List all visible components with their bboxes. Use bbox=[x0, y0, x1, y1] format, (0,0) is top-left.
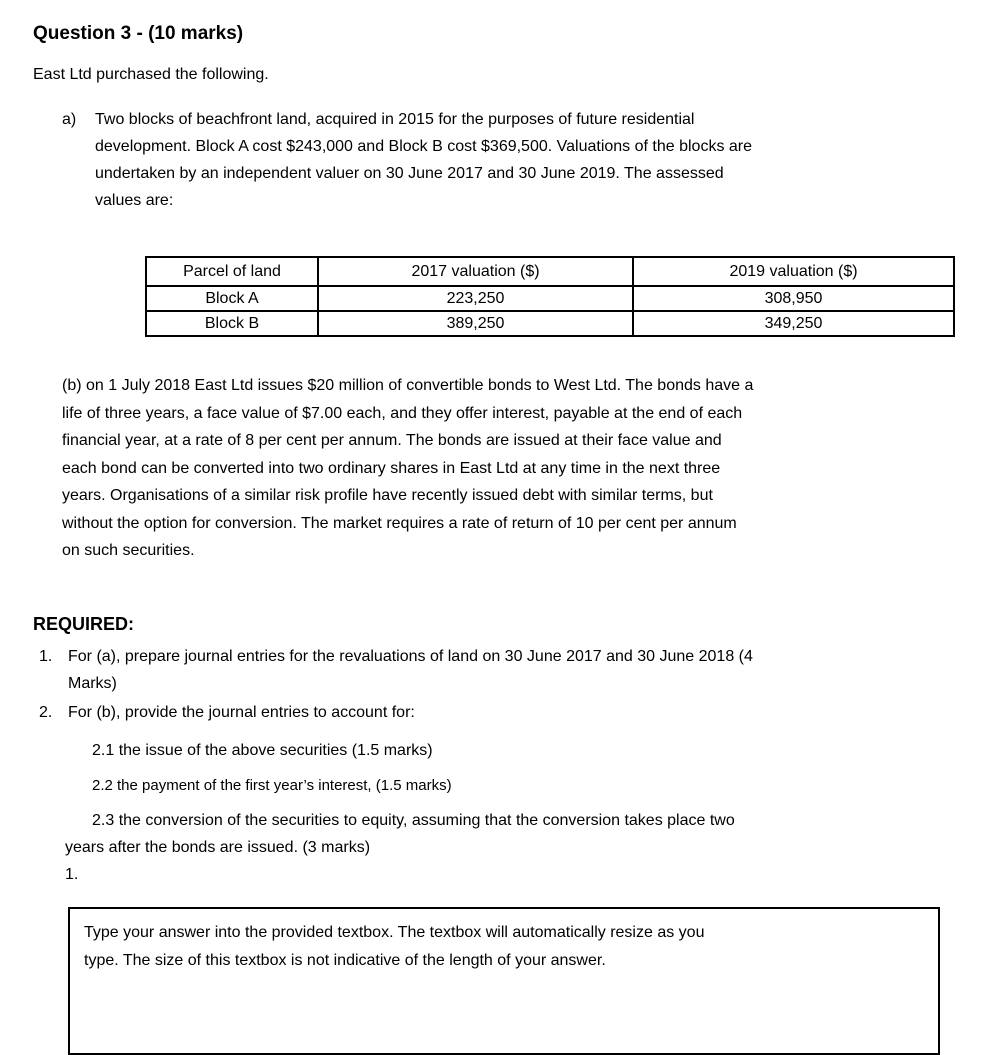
table-cell-2017: 389,250 bbox=[318, 311, 633, 336]
answer-number: 1. bbox=[65, 865, 79, 883]
column-header-2017: 2017 valuation ($) bbox=[318, 257, 633, 286]
required-item-1 bbox=[33, 643, 957, 697]
table-row bbox=[146, 311, 954, 336]
table-cell-parcel: Block B bbox=[146, 311, 318, 336]
sub-item-2-1: 2.1 the issue of the above securities (1.5 marks) bbox=[92, 741, 433, 759]
valuation-table bbox=[145, 256, 955, 337]
sub-item-2-3: 2.3 the conversion of the securities to equity, assuming that the conversion takes place two years after the bonds are issued. (3 marks) bbox=[65, 811, 735, 856]
required-heading: REQUIRED: bbox=[33, 613, 135, 634]
part-b-text: (b) on 1 July 2018 East Ltd issues $20 million of convertible bonds to West Ltd. The bonds have a life of three years, a face value of $7.00 each, and they offer interest, payable at the end of each financial year, at a rate of 8 per cent per annum. The bonds are issued at their face value and each bond can be converted into two ordinary shares in East Ltd at any time in the next three years. Organisations of a similar risk profile have recently issued debt with similar terms, but without the option for conversion. The market requires a rate of return of 10 per cent per annum on such securities. bbox=[62, 377, 754, 559]
part-a-item bbox=[62, 106, 957, 214]
column-header-2019: 2019 valuation ($) bbox=[633, 257, 954, 286]
list-marker: 1. bbox=[39, 647, 53, 665]
required-item-1-text: For (a), prepare journal entries for the revaluations of land on 30 June 2017 and 30 June 2018 (4 Marks) bbox=[68, 647, 753, 692]
required-item-2 bbox=[33, 699, 957, 726]
sub-item-2-2: 2.2 the payment of the first year’s interest, (1.5 marks) bbox=[92, 776, 452, 794]
part-a-text: Two blocks of beachfront land, acquired in 2015 for the purposes of future residential development. Block A cost $243,000 and Block B cost $369,500. Valuations of the blocks are undertaken by an independent valuer on 30 June 2017 and 30 June 2019. The assessed values are: bbox=[95, 111, 753, 209]
required-item-2-text: For (b), provide the journal entries to account for: bbox=[68, 703, 415, 721]
intro-text: East Ltd purchased the following. bbox=[33, 66, 269, 83]
column-header-parcel: Parcel of land bbox=[146, 257, 318, 286]
table-row bbox=[146, 286, 954, 311]
part-a-marker: a) bbox=[62, 111, 77, 128]
table-cell-2017: 223,250 bbox=[318, 286, 633, 311]
list-marker: 2. bbox=[39, 703, 53, 721]
table-header-row bbox=[146, 257, 954, 286]
table-cell-2019: 349,250 bbox=[633, 311, 954, 336]
table-cell-parcel: Block A bbox=[146, 286, 318, 311]
answer-textbox-instructions: Type your answer into the provided textbox. The textbox will automatically resize as you type. The size of this textbox is not indicative of the length of your answer. bbox=[84, 923, 705, 969]
answer-textbox[interactable] bbox=[68, 907, 940, 1055]
table-cell-2019: 308,950 bbox=[633, 286, 954, 311]
question-title: Question 3 - (10 marks) bbox=[33, 23, 244, 44]
